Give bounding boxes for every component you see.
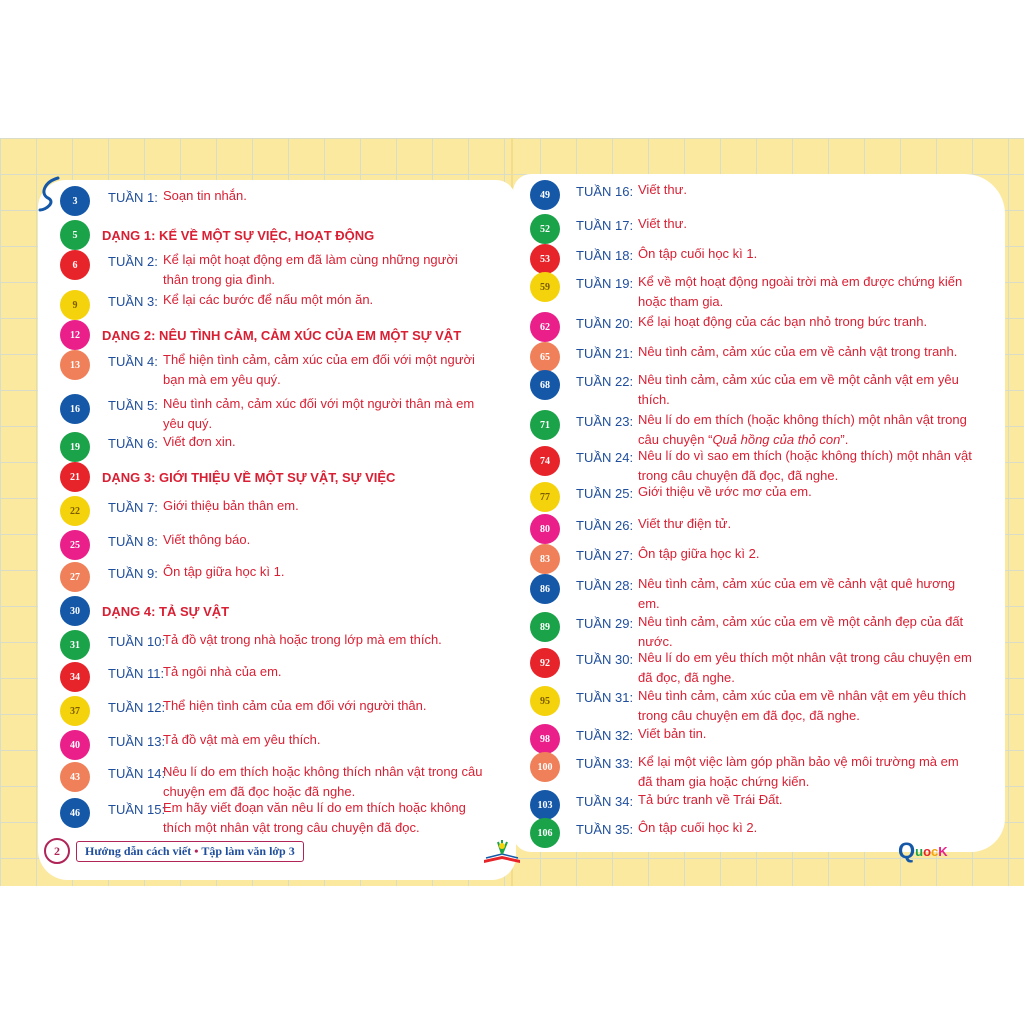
lesson-description: Tả ngôi nhà của em. [163,664,282,679]
page-number-circle: 53 [530,244,560,274]
week-label: TUẦN 5: [108,398,158,413]
section-heading: DẠNG 3: GIỚI THIỆU VỀ MỘT SỰ VẬT, SỰ VIỆC [102,470,396,485]
page-number-circle: 12 [60,320,90,350]
week-row [530,312,990,346]
lesson-description: Nêu lí do vì sao em thích (hoặc không thích) một nhân vật trong câu chuyện đã đọc, đã nghe. [638,448,972,483]
week-label: TUẦN 11: [108,666,165,681]
lesson-description: Nêu tình cảm, cảm xúc đối với một người thân mà em yêu quý. [163,396,475,431]
lesson-description: Nêu tình cảm, cảm xúc của em về cảnh vật quê hương em. [638,576,956,611]
story-title: Quả hồng của thỏ con [712,432,841,447]
lesson-description: Kể lại một hoạt động em đã làm cùng những người thân trong gia đình. [163,252,458,287]
lesson-description: Tả đồ vật mà em yêu thích. [163,732,321,747]
week-row [530,514,990,548]
week-label: TUẦN 24: [576,450,634,465]
page-number-circle: 103 [530,790,560,820]
week-row [530,410,990,447]
lesson-description: Nêu lí do em thích hoặc không thích nhân vật trong câu chuyện em đã đọc hoặc đã nghe. [163,764,483,799]
week-label: TUẦN 19: [576,276,634,291]
lesson-description: Tả bức tranh về Trái Đất. [638,792,783,807]
week-row [60,350,490,387]
week-label: TUẦN 25: [576,486,634,501]
logo-letter: o [923,844,932,859]
lesson-description: Viết thư điện tử. [638,516,732,531]
week-label: TUẦN 15: [108,802,166,817]
logo-letter: u [915,844,924,859]
week-label: TUẦN 10: [108,634,166,649]
week-row [60,530,490,564]
page-number-circle: 100 [530,752,560,782]
lesson-description: Viết bản tin. [638,726,707,741]
week-label: TUẦN 8: [108,534,158,549]
logo-letter: c [931,844,939,859]
lesson-description: Thể hiện tình cảm, cảm xúc của em đối với một người bạn mà em yêu quý. [163,352,475,387]
lesson-description: Nêu tình cảm, cảm xúc của em về nhân vật em yêu thích trong câu chuyện em đã đọc, đã nghe. [638,688,967,723]
week-row [60,662,490,696]
lesson-description: Nêu tình cảm, cảm xúc của em về một cảnh đẹp của đất nước. [638,614,964,649]
week-row [60,250,490,287]
week-row [60,186,490,220]
lesson-description: Em hãy viết đoạn văn nêu lí do em thích hoặc không thích một nhân vật trong câu chuyện đã đọc. [163,800,466,835]
page-number-circle: 22 [60,496,90,526]
lesson-description: Ôn tập giữa học kì 2. [638,546,760,561]
week-label: TUẦN 16: [576,184,634,199]
lesson-description: Ôn tập cuối học kì 1. [638,246,758,261]
week-label: TUẦN 18: [576,248,634,263]
week-row [530,272,990,309]
logo-letter: K [938,844,948,859]
lesson-description: Ôn tập giữa học kì 1. [163,564,285,579]
week-label: TUẦN 32: [576,728,634,743]
page-number-circle: 46 [60,798,90,828]
week-row [60,432,490,466]
lesson-description: Ôn tập cuối học kì 2. [638,820,758,835]
page-number-circle: 16 [60,394,90,424]
page-number-circle: 5 [60,220,90,250]
section-heading: DẠNG 1: KỂ VỀ MỘT SỰ VIỆC, HOẠT ĐỘNG [102,228,375,243]
week-label: TUẦN 33: [576,756,634,771]
week-label: TUẦN 14: [108,766,166,781]
week-row [530,752,990,789]
book-title-separator: • [191,843,202,858]
week-row [60,394,490,431]
lesson-description: Viết thông báo. [163,532,251,547]
week-row [530,180,990,214]
week-label: TUẦN 13: [108,734,166,749]
lesson-description: Kể về một hoạt động ngoài trời mà em được chứng kiến hoặc tham gia. [638,274,963,309]
page-number-circle: 13 [60,350,90,380]
week-label: TUẦN 27: [576,548,634,563]
lesson-description: Viết thư. [638,216,687,231]
page-number-circle: 30 [60,596,90,626]
week-label: TUẦN 12: [108,700,166,715]
page-number-circle: 89 [530,612,560,642]
page-number-circle: 95 [530,686,560,716]
section-heading-row [60,220,490,254]
page-number-circle: 62 [530,312,560,342]
week-row [60,630,490,664]
section-heading-row [60,462,490,496]
lesson-description: Giới thiệu về ước mơ của em. [638,484,812,499]
lesson-description: Nêu tình cảm, cảm xúc của em về một cảnh vật em yêu thích. [638,372,959,407]
week-row [530,612,990,649]
page-number-circle: 52 [530,214,560,244]
page-number: 2 [44,838,70,864]
week-label: TUẦN 30: [576,652,634,667]
page-number-circle: 65 [530,342,560,372]
week-row [60,798,490,835]
lesson-description: Nêu lí do em yêu thích một nhân vật trong câu chuyện em đã đọc, đã nghe. [638,650,972,685]
section-heading: DẠNG 4: TẢ SỰ VẬT [102,604,230,619]
page-number-circle: 59 [530,272,560,302]
open-book-icon [480,838,524,866]
lesson-description: Kể lại các bước để nấu một món ăn. [163,292,374,307]
week-row [60,290,490,324]
lesson-description: Tả đồ vật trong nhà hoặc trong lớp mà em thích. [163,632,442,647]
week-label: TUẦN 7: [108,500,158,515]
page-number-circle: 86 [530,574,560,604]
page-number-circle: 9 [60,290,90,320]
lesson-description: Soạn tin nhắn. [163,188,247,203]
page-number-circle: 19 [60,432,90,462]
page-number-circle: 37 [60,696,90,726]
lesson-description: Giới thiệu bản thân em. [163,498,299,513]
lesson-description: Nêu lí do em thích (hoặc không thích) một nhân vật trong câu chuyện “Quả hồng của thỏ con”. [638,412,967,447]
page-number-circle: 3 [60,186,90,216]
week-label: TUẦN 22: [576,374,634,389]
lesson-description: Viết đơn xin. [163,434,236,449]
week-label: TUẦN 17: [576,218,634,233]
page-number-circle: 98 [530,724,560,754]
lesson-description: Viết thư. [638,182,687,197]
page-number-circle: 31 [60,630,90,660]
page-number-circle: 106 [530,818,560,848]
week-label: TUẦN 23: [576,414,634,429]
week-label: TUẦN 21: [576,346,634,361]
lesson-description: Thể hiện tình cảm của em đối với người thân. [163,698,427,713]
week-row [530,544,990,578]
week-row [530,686,990,723]
page-number-circle: 40 [60,730,90,760]
week-label: TUẦN 35: [576,822,634,837]
page-number-circle: 49 [530,180,560,210]
week-row [60,496,490,530]
week-row [60,696,490,730]
week-label: TUẦN 3: [108,294,158,309]
section-heading-row [60,596,490,630]
week-row [530,648,990,685]
lesson-description: Kể lại một việc làm góp phần bảo vệ môi trường mà em đã tham gia hoặc chứng kiến. [638,754,959,789]
week-row [60,562,490,596]
book-title-subtitle: Tập làm văn lớp 3 [201,843,295,858]
page-number-circle: 34 [60,662,90,692]
week-label: TUẦN 1: [108,190,158,205]
page-number-circle: 68 [530,370,560,400]
week-label: TUẦN 28: [576,578,634,593]
week-label: TUẦN 2: [108,254,158,269]
lesson-description: Nêu tình cảm, cảm xúc của em về cảnh vật trong tranh. [638,344,958,359]
week-row [60,730,490,764]
week-row [530,482,990,516]
page-number-circle: 6 [60,250,90,280]
page-number-circle: 83 [530,544,560,574]
week-row [530,574,990,611]
book-title [76,841,304,862]
book-title-main: Hướng dẫn cách viết [85,843,192,858]
page-number-circle: 77 [530,482,560,512]
section-heading: DẠNG 2: NÊU TÌNH CẢM, CẢM XÚC CỦA EM MỘT SỰ VẬT [102,328,462,343]
page-number-circle: 27 [60,562,90,592]
lesson-description: Kể lại hoạt động của các bạn nhỏ trong bức tranh. [638,314,928,329]
page-number-circle: 80 [530,514,560,544]
week-label: TUẦN 31: [576,690,634,705]
week-row [60,762,490,799]
section-heading-row [60,320,490,354]
week-label: TUẦN 26: [576,518,634,533]
publisher-logo [898,838,948,864]
week-label: TUẦN 4: [108,354,158,369]
page-number-circle: 21 [60,462,90,492]
page-number-circle: 92 [530,648,560,678]
week-row [530,446,990,483]
week-label: TUẦN 20: [576,316,634,331]
page-number-circle: 71 [530,410,560,440]
week-label: TUẦN 29: [576,616,634,631]
week-row [530,214,990,248]
week-label: TUẦN 6: [108,436,158,451]
logo-letter: Q [898,838,916,863]
week-label: TUẦN 9: [108,566,158,581]
page-number-circle: 25 [60,530,90,560]
page-footer [44,838,304,864]
page-number-circle: 43 [60,762,90,792]
week-row [530,370,990,407]
week-label: TUẦN 34: [576,794,634,809]
page-number-circle: 74 [530,446,560,476]
